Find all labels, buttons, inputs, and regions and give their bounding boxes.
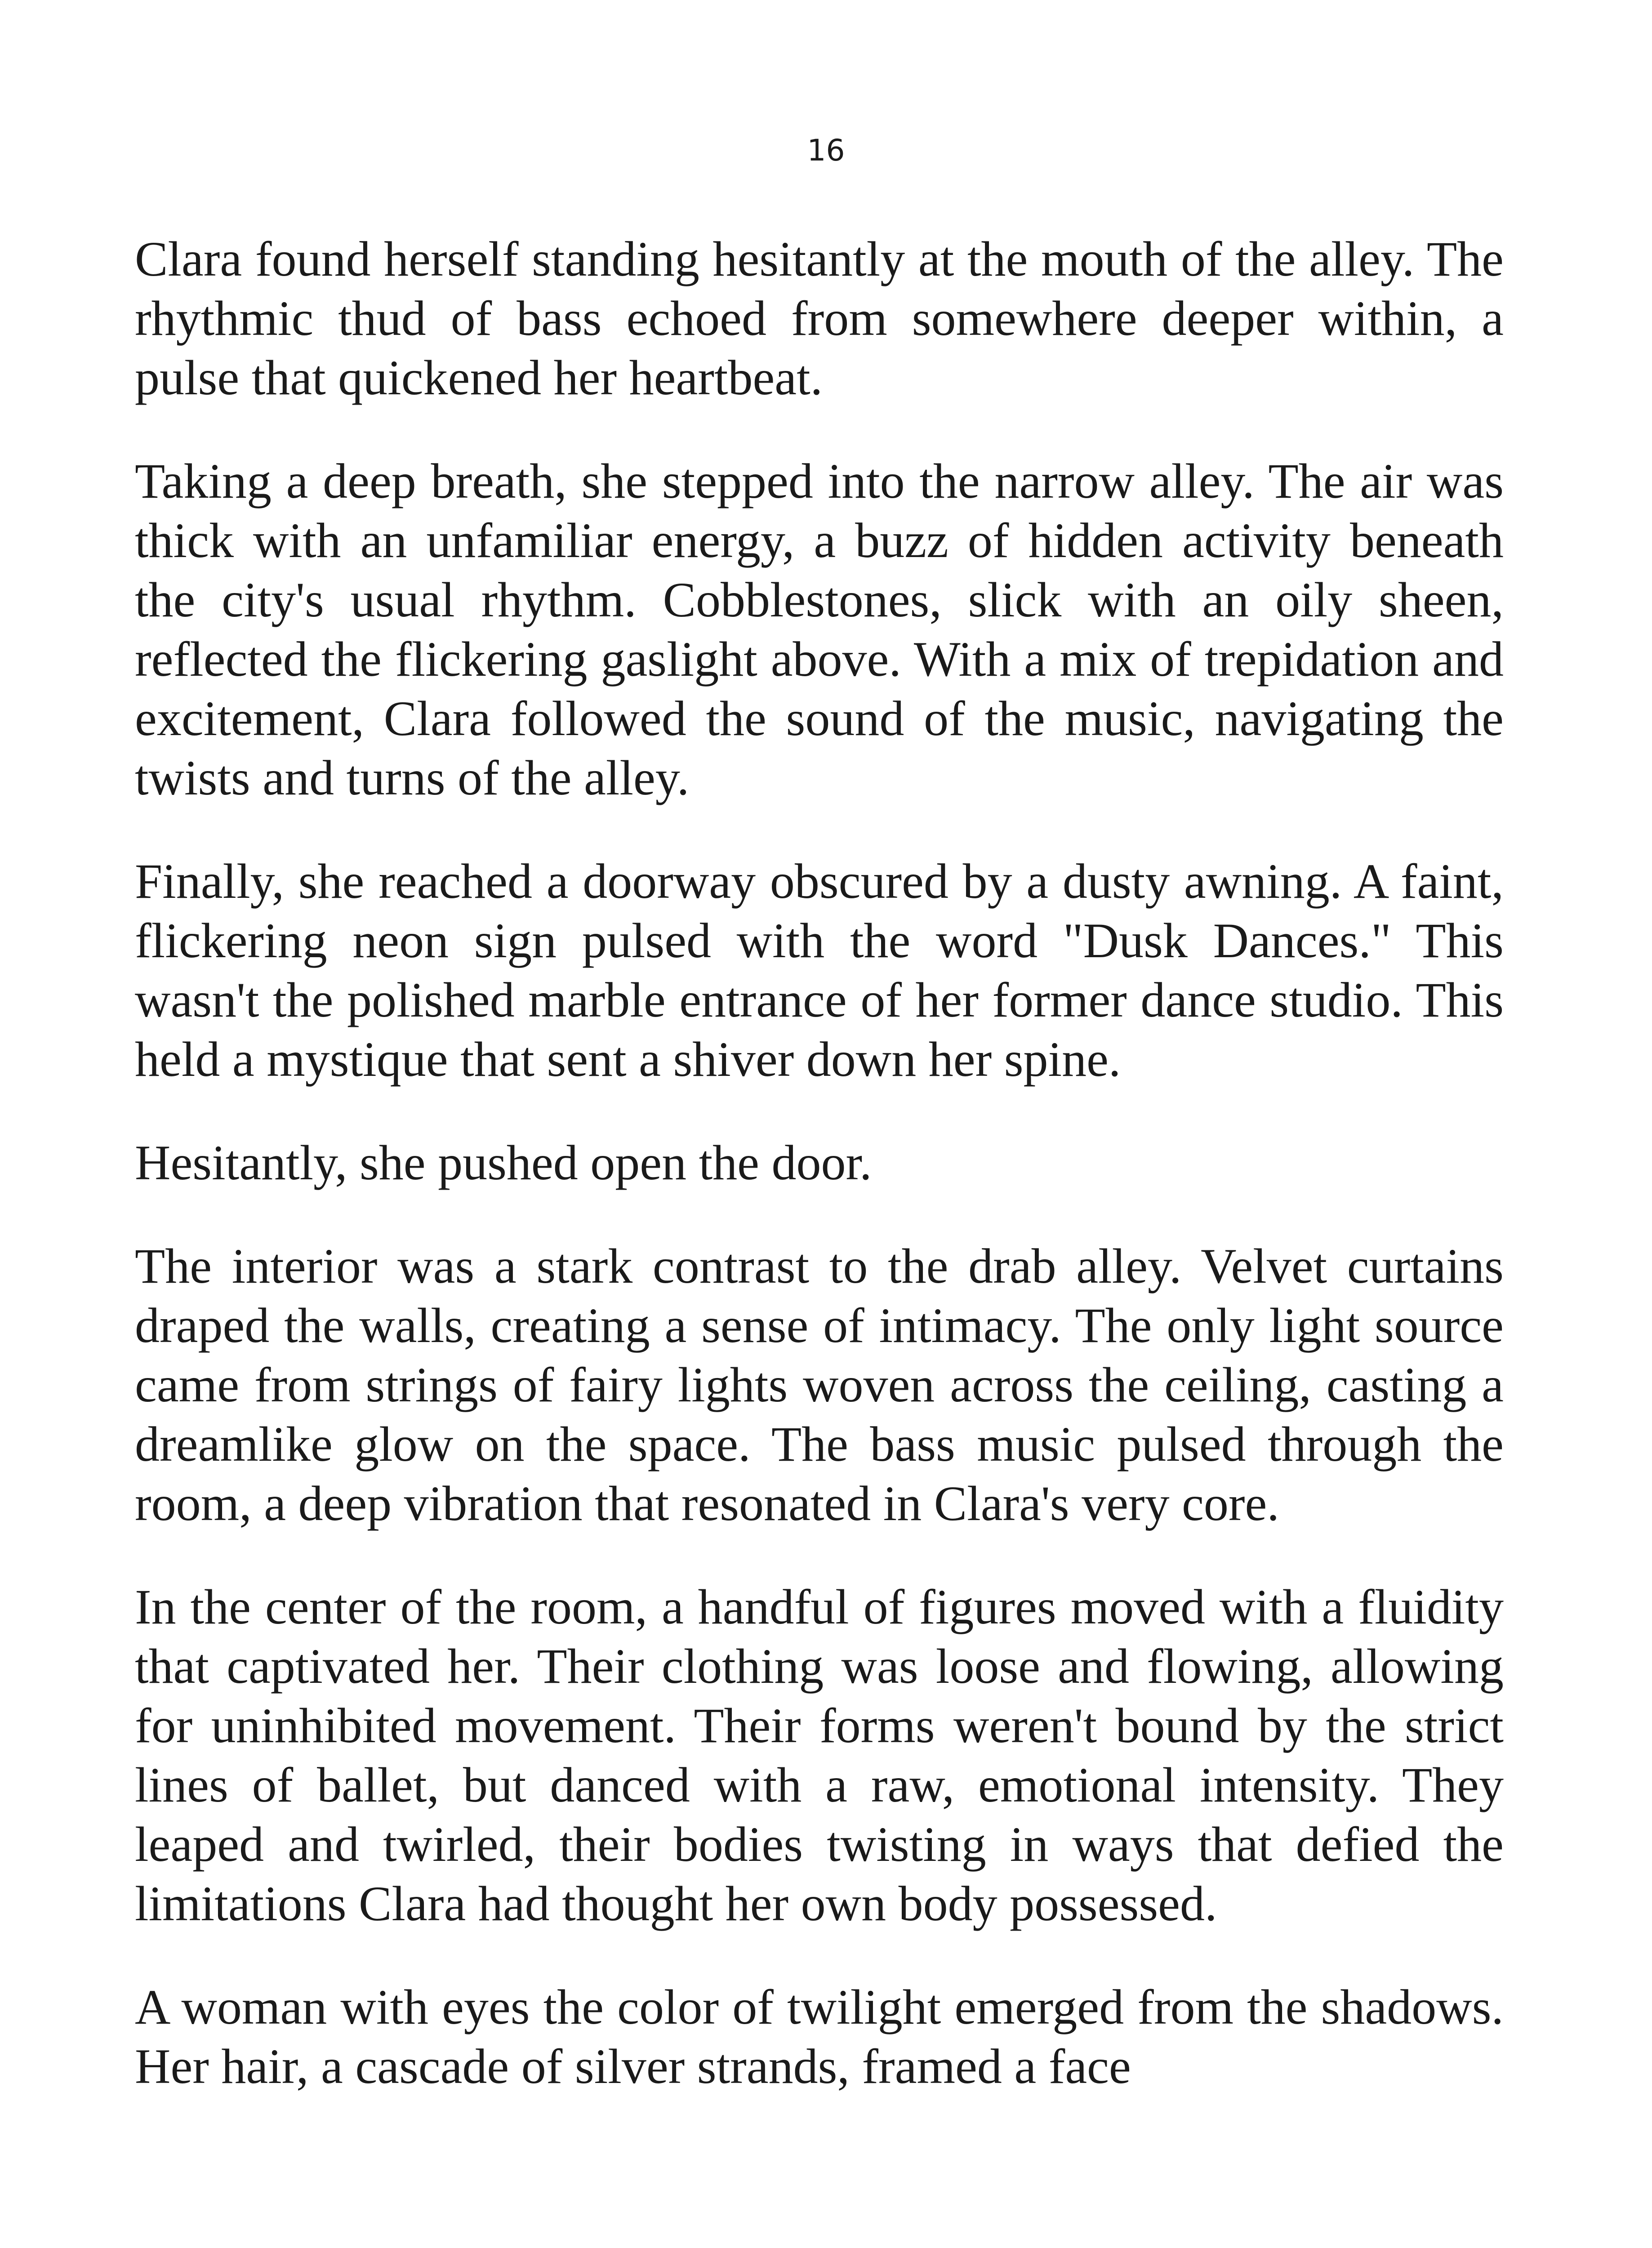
- paragraph: A woman with eyes the color of twilight emerged from the shadows. Her hair, a cascade of silver strands, framed a face: [135, 1980, 1504, 2094]
- paragraph: Finally, she reached a doorway obscured by a dusty awning. A faint, flickering neon sign pulsed with the word "Dusk Dances." This wasn't the polished marble entrance of her former dance studio. This held a mystique that sent a shiver down her spine.: [135, 854, 1504, 1087]
- paragraph: The interior was a stark contrast to the drab alley. Velvet curtains draped the walls, creating a sense of intimacy. The only light source came from strings of fairy lights woven across the ceiling, casting a dreamlike glow on the space. The bass music pulsed through the room, a deep vibration that resonated in Clara's very core.: [135, 1239, 1504, 1531]
- body-text: [135, 229, 1504, 2140]
- paragraph: In the center of the room, a handful of figures moved with a fluidity that captivated her. Their clothing was loose and flowing, allowing for uninhibited movement. Their forms weren't bound by the strict lines of ballet, but danced with a raw, emotional intensity. They leaped and twirled, their bodies twisting in ways that defied the limitations Clara had thought her own body possessed.: [135, 1579, 1504, 1931]
- page-number: 16: [807, 133, 845, 168]
- paragraph: Clara found herself standing hesitantly at the mouth of the alley. The rhythmic thud of bass echoed from somewhere deeper within, a pulse that quickened her heartbeat.: [135, 232, 1504, 405]
- paragraph: Taking a deep breath, she stepped into the narrow alley. The air was thick with an unfamiliar energy, a buzz of hidden activity beneath the city's usual rhythm. Cobblestones, slick with an oily sheen, reflected the flickering gaslight above. With a mix of trepidation and excitement, Clara followed the sound of the music, navigating the twists and turns of the alley.: [135, 454, 1504, 805]
- paragraph: Hesitantly, she pushed open the door.: [135, 1135, 872, 1190]
